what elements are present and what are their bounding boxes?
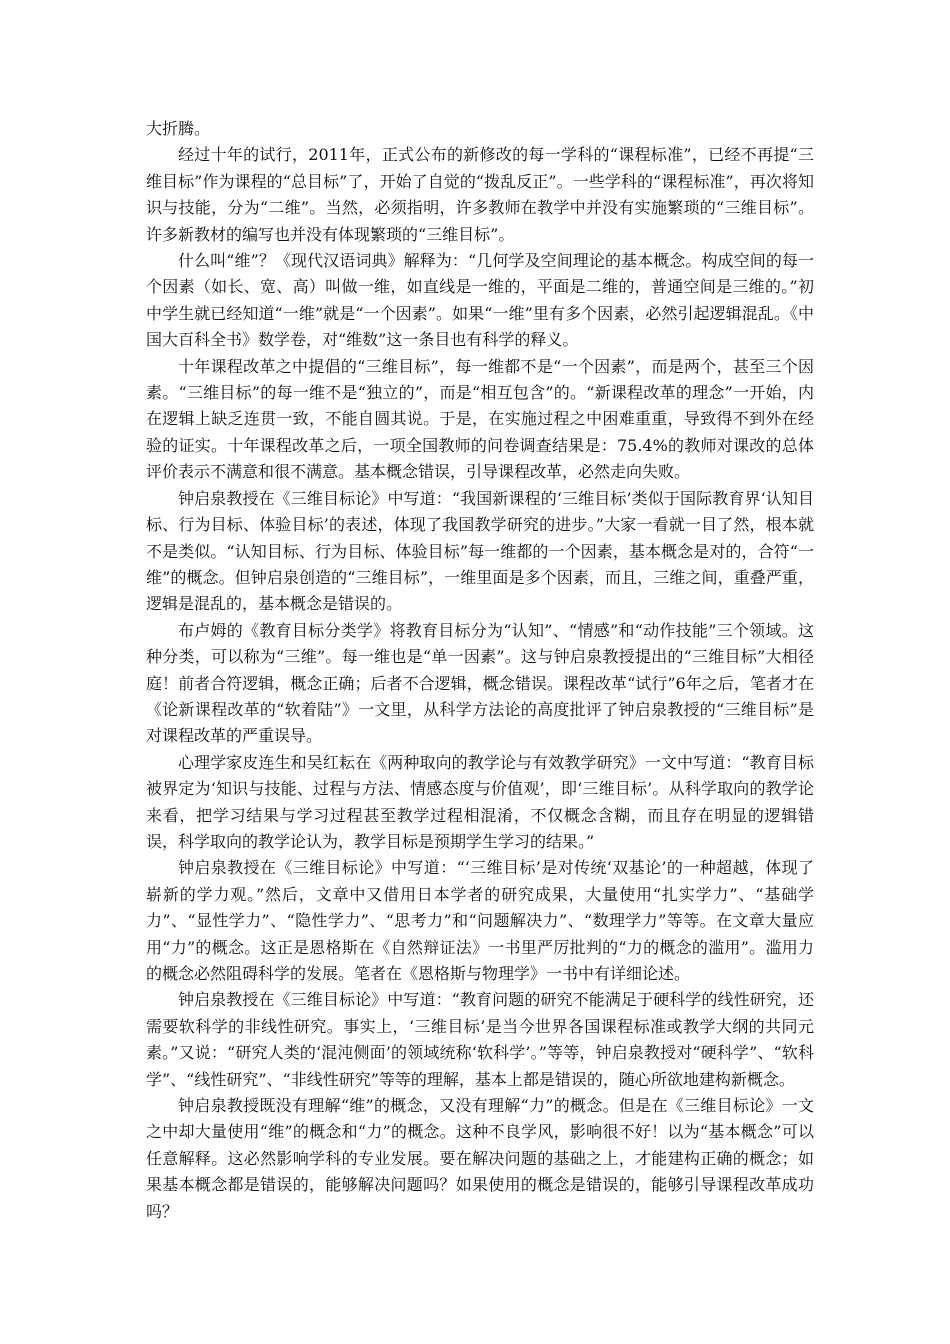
document-page (146, 116, 814, 1225)
paragraph: 十年课程改革之中提倡的“三维目标”，每一维都不是“一个因素”，而是两个，甚至三个因素。“三维目标”的每一维不是“独立的”，而是“相互包含”的。“新课程改革的理念”一开始，内在逻辑上缺乏连贯一致，不能自圆其说。于是，在实施过程之中困难重重，导致得不到外在经验的证实。十年课程改革之后，一项全国教师的问卷调查结果是：75.4%的教师对课改的总体评价表示不满意和很不满意。基本概念错误，引导课程改革，必然走向失败。 (146, 356, 814, 482)
paragraph: 什么叫“维”？《现代汉语词典》解释为：“几何学及空间理论的基本概念。构成空间的每一个因素（如长、宽、高）叫做一维，如直线是一维的，平面是二维的，普通空间是三维的。”初中学生就已经知道“一维”就是“一个因素”。如果“一维”里有多个因素，必然引起逻辑混乱。《中国大百科全书》数学卷，对“维数”这一条目也有科学的释义。 (146, 251, 814, 350)
paragraph-continuation: 大折腾。 (146, 119, 211, 138)
paragraph: 钟启泉教授既没有理解“维”的概念，又没有理解“力”的概念。但是在《三维目标论》一文之中却大量使用“维”的概念和“力”的概念。这种不良学风，影响很不好！以为“基本概念”可以任意解释。这必然影响学科的专业发展。要在解决问题的基础之上，才能建构正确的概念；如果基本概念都是错误的，能够解决问题吗？如果使用的概念是错误的，能够引导课程改革成功吗？ (146, 1096, 814, 1221)
paragraph: 心理学家皮连生和吴红耘在《两种取向的教学论与有效教学研究》一文中写道：“教育目标被界定为‘知识与技能、过程与方法、情感态度与价值观’，即‘三维目标’。从科学取向的教学论来看，把学习结果与学习过程甚至教学过程相混淆，不仅概念含糊，而且存在明显的逻辑错误，科学取向的教学论认为，教学目标是预期学生学习的结果。” (146, 752, 814, 851)
paragraph: 经过十年的试行，2011年，正式公布的新修改的每一学科的“课程标准”，已经不再提“三维目标”作为课程的“总目标”了，开始了自觉的“拨乱反正”。一些学科的“课程标准”，再次将知识与技能，分为“二维”。当然，必须指明，许多教师在教学中并没有实施繁琐的“三维目标”。许多新教材的编写也并没有体现繁琐的“三维目标”。 (146, 145, 814, 244)
paragraph: 钟启泉教授在《三维目标论》中写道：“教育问题的研究不能满足于硬科学的线性研究，还需要软科学的非线性研究。事实上，‘三维目标’是当今世界各国课程标准或教学大纲的共同元素。”又说：“研究人类的‘混沌侧面’的领域统称‘软科学’。”等等，钟启泉教授对“硬科学”、“软科学”、“线性研究”、“非线性研究”等等的理解，基本上都是错误的，随心所欲地建构新概念。 (146, 990, 814, 1089)
paragraph: 钟启泉教授在《三维目标论》中写道：“‘三维目标’是对传统‘双基论’的一种超越，体现了崭新的学力观。”然后，文章中又借用日本学者的研究成果，大量使用“扎实学力”、“基础学力”、“显性学力”、“隐性学力”、“思考力”和“问题解决力”、“数理学力”等等。在文章大量应用“力”的概念。这正是恩格斯在《自然辩证法》一书里严厉批判的“力的概念的滥用”。滥用力的概念必然阻碍科学的发展。笔者在《恩格斯与物理学》一书中有详细论述。 (146, 858, 814, 983)
paragraph: 钟启泉教授在《三维目标论》中写道：“我国新课程的‘三维目标’类似于国际教育界‘认知目标、行为目标、体验目标’的表述，体现了我国教学研究的进步。”大家一看就一目了然，根本就不是类似。“认知目标、行为目标、体验目标”每一维都的一个因素，基本概念是对的，合符“一维”的概念。但钟启泉创造的“三维目标”，一维里面是多个因素，而且，三维之间，重叠严重，逻辑是混乱的，基本概念是错误的。 (146, 488, 814, 614)
paragraph: 布卢姆的《教育目标分类学》将教育目标分为“认知”、“情感”和“动作技能”三个领域。这种分类，可以称为“三维”。每一维也是“单一因素”。这与钟启泉教授提出的“三维目标”大相径庭！前者合符逻辑，概念正确；后者不合逻辑，概念错误。课程改革“试行”6年之后，笔者才在《论新课程改革的“软着陆”》一文里，从科学方法论的高度批评了钟启泉教授的“三维目标”是对课程改革的严重误导。 (146, 620, 814, 746)
